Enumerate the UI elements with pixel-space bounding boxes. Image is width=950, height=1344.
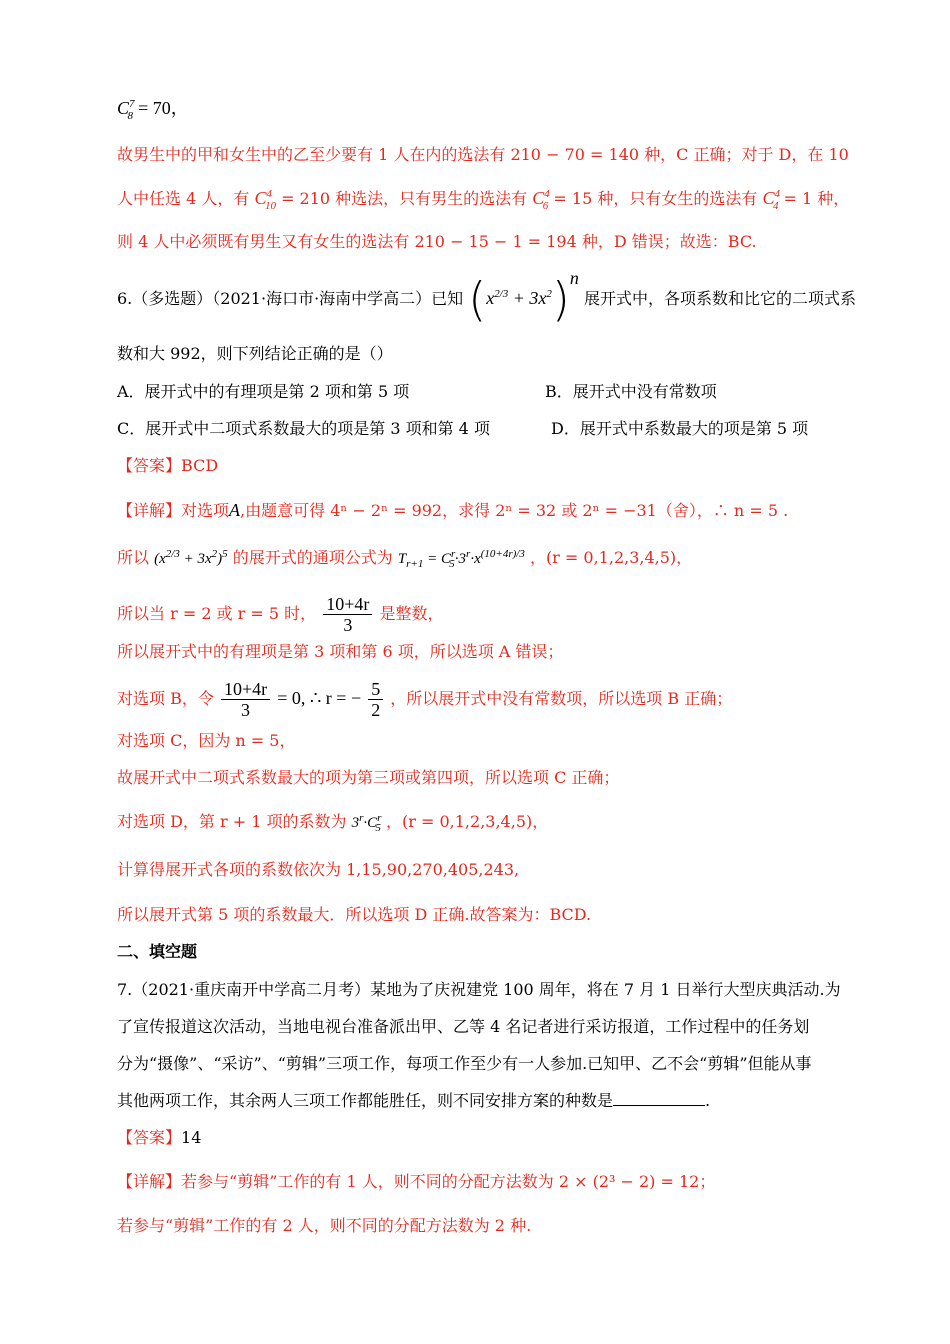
q6-d3a: 所以当 r = 2 或 r = 5 时， [117, 604, 317, 623]
q5-line3: 则 4 人中必须既有男生又有女生的选法有 210 − 15 − 1 = 194 种，D 错误；故选：BC. [117, 232, 757, 251]
general-term-formula: $T_{r+1} = C^r_5\cdot 3^r\cdot x^{(10+4r)/3}$ [397, 548, 525, 570]
combination-c6-4: $C^4_6$ [532, 188, 550, 212]
q5-line1: 故男生中的甲和女生中的乙至少要有 1 人在内的选法有 210 − 70 = 140 种，C 正确；对于 D，在 10 [117, 145, 849, 164]
q7-detail-2: 若参与“剪辑”工作的有 2 人，则不同的分配方法数为 2 种. [117, 1216, 532, 1235]
q6-stem-line1: 6.（多选题）（2021·海口市·海南中学高二）已知 $(x^{2/3} + 3x^2)^n$ 展开式中，各项系数和比它的二项式系 [117, 267, 856, 327]
combination-c10-4: $C^4_{10}$ [254, 188, 276, 212]
q7-line2: 了宣传报道这次活动，当地电视台准备派出甲、乙等 4 名记者进行采访报道，工作过程中的任务划 [117, 1017, 810, 1036]
q6-d1a: 对选项 [181, 501, 230, 520]
q6-option-d: D．展开式中系数最大的项是第 5 项 [551, 419, 809, 438]
q6-detail-5 [117, 676, 732, 721]
q6-detail-10: 所以展开式第 5 项的系数最大．所以选项 D 正确.故答案为：BCD. [117, 905, 592, 924]
q6-detail-2 [117, 548, 692, 569]
q6-stem-c: 数和大 992，则下列结论正确的是（） [117, 344, 393, 363]
detail-tag: 【详解】 [117, 501, 182, 520]
q7-d1: 若参与“剪辑”工作的有 1 人，则不同的分配方法数为 2 × (2³ − 2) = 12； [181, 1172, 716, 1191]
q6-detail-1: 【详解】对选项A,由题意可得 4ⁿ − 2ⁿ = 992，求得 2ⁿ = 32 或 2ⁿ = −31（舍），∴ n = 5 . [117, 500, 789, 520]
q6-answer-line [117, 456, 218, 476]
q6-answer: BCD [181, 456, 219, 475]
q7-line1: 7.（2021·重庆南开中学高二月考）某地为了庆祝建党 100 周年，将在 7 月 1 日举行大型庆典活动.为 [117, 980, 841, 999]
fraction-10-4r-over-3-b: $\frac{10+4r}{3}$ [221, 679, 270, 720]
q6-d2c: ，(r = 0,1,2,3,4,5)， [529, 548, 693, 567]
q5-line2 [117, 188, 850, 212]
q6-d2b: 的展开式的通项公式为 [232, 548, 393, 567]
q6-d5c: ，所以展开式中没有常数项，所以选项 B 正确； [390, 689, 733, 708]
answer-tag: 【答案】 [117, 1128, 182, 1147]
q6-detail-7: 故展开式中二项式系数最大的项为第三项或第四项，所以选项 C 正确； [117, 768, 620, 787]
detail-tag: 【详解】 [117, 1172, 182, 1191]
q6-detail-4: 所以展开式中的有理项是第 3 项和第 6 项，所以选项 A 错误； [117, 642, 564, 661]
q5-line2b: = 210 种选法，只有男生的选法有 [281, 189, 528, 208]
fraction-5-over-2: $\frac{5}{2}$ [368, 679, 383, 720]
q6-stem-a: 6.（多选题）（2021·海口市·海南中学高二）已知 [117, 289, 464, 308]
q7-answer: 14 [181, 1128, 202, 1147]
q6-d8a: 对选项 D，第 r + 1 项的系数为 [117, 812, 347, 831]
q6-option-c: C．展开式中二项式系数最大的项是第 3 项和第 4 项 [117, 419, 490, 438]
expansion-expression: $(x^{2/3} + 3x^2)^5$ [154, 548, 228, 567]
section-title: 二、填空题 [117, 942, 198, 961]
q5-line2d: = 1 种， [783, 189, 850, 208]
q6-option-a: A．展开式中的有理项是第 2 项和第 5 项 [117, 382, 410, 401]
q5-line2c: = 15 种，只有女生的选法有 [553, 189, 758, 208]
fraction-10-4r-over-3: $\frac{10+4r}{3}$ [323, 594, 372, 635]
answer-tag: 【答案】 [117, 456, 182, 475]
q7-l4b: . [705, 1091, 711, 1110]
q6-d8b: ，(r = 0,1,2,3,4,5)， [386, 812, 549, 831]
q6-option-b: B．展开式中没有常数项 [545, 382, 717, 401]
q6-d3b: 是整数， [379, 604, 444, 623]
q7-line3: 分为“摄像”、“采访”、“剪辑”三项工作，每项工作至少有一人参加.已知甲、乙不会“剪辑”但能从事 [117, 1054, 812, 1073]
q6-detail-9: 计算得展开式各项的系数依次为 1,15,90,270,405,243, [117, 860, 520, 879]
q5-line2a: 人中任选 4 人，有 [117, 189, 250, 208]
q7-l4a: 其他两项工作，其余两人三项工作都能胜任，则不同安排方案的种数是 [117, 1091, 614, 1110]
combination-c4-4: $C^4_4$ [762, 188, 780, 212]
q6-d5b: = 0, ∴ r = − [277, 688, 362, 708]
answer-blank [613, 1091, 705, 1106]
q6-detail-8 [117, 812, 548, 833]
q6-d1b: ,由题意可得 4ⁿ − 2ⁿ = 992，求得 2ⁿ = 32 或 2ⁿ = −31（舍），∴ n = 5 . [240, 501, 789, 520]
q6-stem-b: 展开式中，各项系数和比它的二项式系 [583, 289, 856, 308]
q6-detail-6: 对选项 C，因为 n = 5， [117, 731, 296, 750]
q7-answer-line [117, 1128, 201, 1148]
combination-c87: $C^7_8$ [117, 98, 135, 122]
coefficient-expression: $3^r\cdot C^r_5$ [351, 812, 382, 834]
q5-c87-line [117, 98, 189, 122]
binomial-expression: $x^{2/3} + 3x^2$ [486, 288, 552, 308]
c87-value: = 70， [138, 98, 189, 118]
q7-detail-1 [117, 1172, 715, 1192]
q6-d2a: 所以 [117, 548, 150, 567]
q6-detail-3 [117, 592, 444, 636]
q6-d5a: 对选项 B，令 [117, 689, 214, 708]
q7-line4 [117, 1091, 710, 1111]
